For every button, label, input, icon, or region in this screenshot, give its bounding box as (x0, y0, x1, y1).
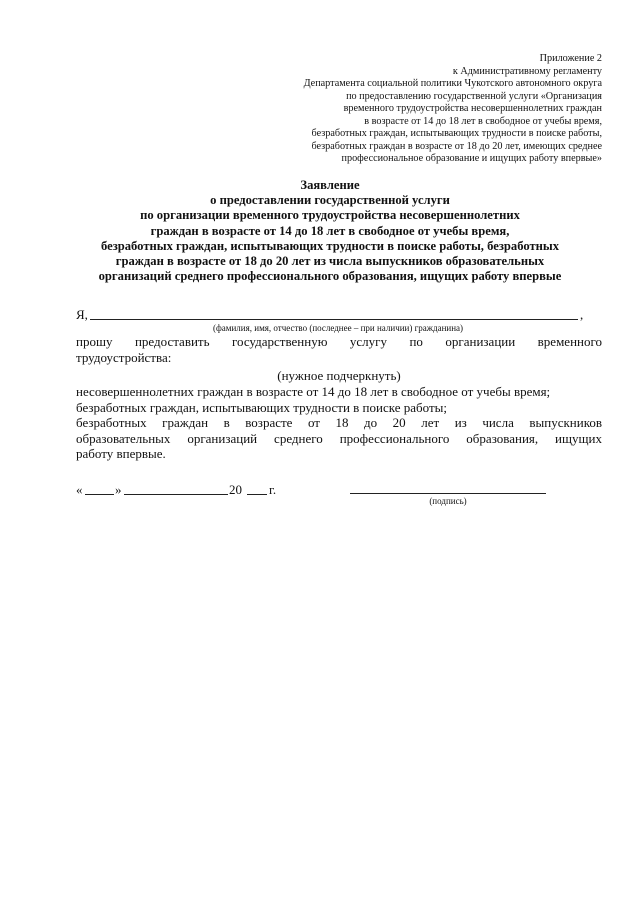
date-open-quote: « (76, 482, 83, 497)
year-field[interactable] (247, 494, 267, 495)
option-graduates[interactable] (76, 415, 602, 462)
option-graduates-line: работу впервые. (76, 446, 166, 462)
title-line: по организации временного трудоустройства несовершеннолетних (140, 208, 520, 223)
applicant-name-hint: (фамилия, имя, отчество (последнее – при наличии) гражданина) (212, 323, 464, 333)
appendix-line: Приложение 2 (539, 53, 602, 64)
appendix-line: профессиональное образование и ищущих работу впервые» (341, 153, 602, 164)
title-line: граждан в возрасте от 18 до 20 лет из числа выпускников образовательных (115, 254, 545, 269)
request-line: трудоустройства: (76, 349, 172, 365)
year-prefix: 20 (229, 482, 242, 497)
appendix-line: по предоставлению государственной услуги «Организация (346, 90, 602, 102)
title-line: организаций среднего профессионального образования, ищущих работу впервые (98, 269, 562, 284)
signature-hint: (подпись) (429, 496, 467, 506)
appendix-line: к Административному регламенту (452, 65, 602, 77)
document-title (60, 178, 600, 284)
title-line: граждан в возрасте от 14 до 18 лет в свободное от учебы время, (150, 223, 510, 238)
option-unemployed[interactable]: безработных граждан, испытывающих трудности в поиске работы; (76, 399, 447, 415)
month-field[interactable] (124, 494, 228, 495)
option-minors[interactable]: несовершеннолетних граждан в возрасте от 14 до 18 лет в свободное от учебы время; (76, 384, 551, 399)
name-lead-text: Я, (76, 307, 88, 322)
title-line: Заявление (300, 178, 360, 192)
request-paragraph (76, 334, 602, 365)
service-options (76, 384, 602, 462)
appendix-line: временного трудоустройства несовершеннолетних граждан (343, 103, 602, 114)
title-line: безработных граждан, испытывающих трудности в поиске работы, безработных (100, 238, 560, 253)
applicant-name-row (76, 307, 604, 323)
appendix-line: Департамента социальной политики Чукотского автономного округа (303, 78, 602, 89)
appendix-line: безработных граждан в возрасте от 18 до 20 лет, имеющих среднее (311, 140, 602, 152)
appendix-line: в возрасте от 14 до 18 лет в свободное от учебы время, (364, 115, 602, 127)
year-suffix: г. (269, 482, 277, 497)
title-line: о предоставлении государственной услуги (210, 193, 450, 208)
choose-hint: (нужное подчеркнуть) (277, 368, 401, 383)
signature-field[interactable] (350, 493, 546, 494)
appendix-line: безработных граждан, испытывающих трудности в поиске работы, (311, 128, 602, 139)
day-field[interactable] (85, 494, 114, 495)
appendix-header (262, 53, 602, 166)
date-close-quote: » (115, 482, 122, 497)
date-field (76, 482, 336, 498)
name-trail-comma: , (580, 307, 584, 322)
option-graduates-line: образовательных организаций среднего профессионального образования, ищущих (76, 430, 602, 446)
request-line: прошу предоставить государственную услугу по организации временного (76, 334, 602, 349)
applicant-name-field[interactable] (90, 319, 578, 320)
option-graduates-line: безработных граждан в возрасте от 18 до 20 лет из числа выпускников (76, 415, 602, 431)
